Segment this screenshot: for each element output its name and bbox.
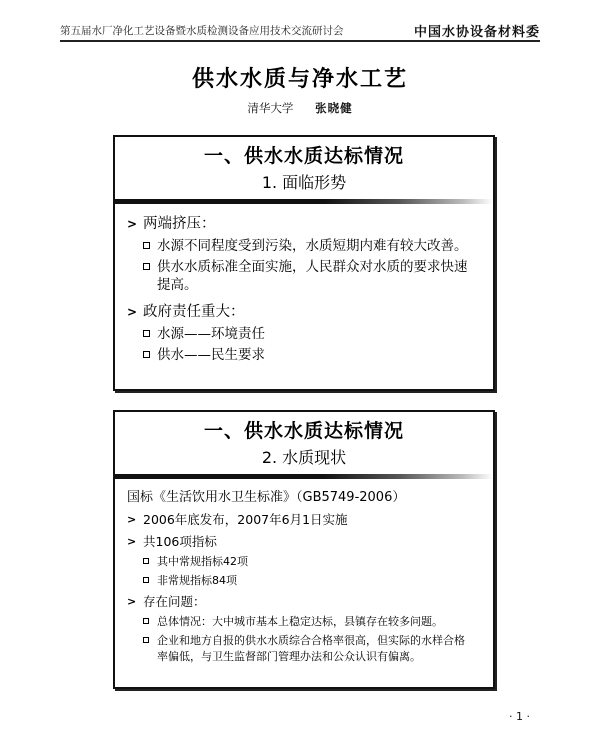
square-bullet-icon — [143, 637, 149, 643]
slide-1-title: 一、供水水质达标情况 — [203, 145, 404, 167]
list-item-text: 水源不同程度受到污染，水质短期内难有较大改善。 — [157, 238, 468, 254]
list-item-text: 供水水质标准全面实施，人民群众对水质的要求快速提高。 — [157, 259, 468, 293]
square-bullet-icon — [143, 558, 149, 564]
square-bullet-icon — [143, 242, 150, 249]
bullet-heading — [127, 511, 483, 529]
slide-1 — [113, 135, 495, 391]
standard-name: 国标《生活饮用水卫生标准》（GB5749-2006） — [127, 490, 406, 505]
slide-2-subtitle: 2. 水质现状 — [261, 448, 347, 467]
organization-name: 中国水协设备材料委 — [413, 25, 540, 40]
document-title: 供水水质与净水工艺 — [191, 66, 408, 92]
bullet-heading — [127, 214, 483, 234]
author-name: 张晓健 — [315, 101, 353, 115]
list-item-text: 总体情况：大中城市基本上稳定达标，县镇存在较多问题。 — [157, 615, 443, 628]
list-item — [127, 554, 483, 570]
bullet-heading-text: 共106项指标 — [143, 534, 217, 549]
list-item — [127, 258, 483, 294]
square-bullet-icon — [143, 263, 150, 270]
slide-2-title: 一、供水水质达标情况 — [203, 420, 404, 442]
list-item — [127, 573, 483, 589]
slide-1-body — [115, 204, 493, 364]
author-affiliation: 清华大学 — [247, 101, 294, 115]
bullet-heading — [127, 302, 483, 322]
list-item — [127, 325, 483, 343]
list-item — [127, 633, 483, 665]
list-item-text: 非常规指标84项 — [157, 574, 237, 587]
list-item — [127, 237, 483, 255]
list-item-text: 其中常规指标42项 — [157, 555, 248, 568]
square-bullet-icon — [143, 330, 150, 337]
arrow-bullet-icon: > — [127, 513, 137, 526]
bullet-heading — [127, 593, 483, 611]
arrow-bullet-icon: > — [127, 595, 137, 608]
square-bullet-icon — [143, 577, 149, 583]
arrow-bullet-icon: > — [127, 535, 137, 548]
slide-2 — [113, 410, 495, 689]
bullet-heading — [127, 533, 483, 551]
arrow-bullet-icon: > — [127, 217, 138, 231]
page-number: · 1 · — [509, 710, 530, 723]
arrow-bullet-icon: > — [127, 305, 138, 319]
page-header — [60, 20, 540, 42]
list-item-text: 水源——环境责任 — [157, 326, 265, 342]
bullet-heading-text: 两端挤压： — [143, 216, 216, 232]
slide-2-body — [115, 479, 493, 665]
author-line — [0, 100, 600, 116]
list-item — [127, 614, 483, 630]
list-item-text: 企业和地方自报的供水水质综合合格率很高，但实际的水样合格率偏低，与卫生监督部门管理办法和公众认识有偏离。 — [157, 634, 465, 663]
conference-name: 第五届水厂净化工艺设备暨水质检测设备应用技术交流研讨会 — [60, 25, 344, 37]
slide-1-subtitle: 1. 面临形势 — [261, 173, 347, 192]
square-bullet-icon — [143, 351, 150, 358]
list-item — [127, 346, 483, 364]
square-bullet-icon — [143, 618, 149, 624]
bullet-heading-text: 政府责任重大： — [143, 304, 245, 320]
list-item-text: 供水——民生要求 — [157, 347, 265, 363]
bullet-heading-text: 存在问题： — [143, 594, 206, 609]
bullet-heading-text: 2006年底发布，2007年6月1日实施 — [143, 512, 348, 527]
